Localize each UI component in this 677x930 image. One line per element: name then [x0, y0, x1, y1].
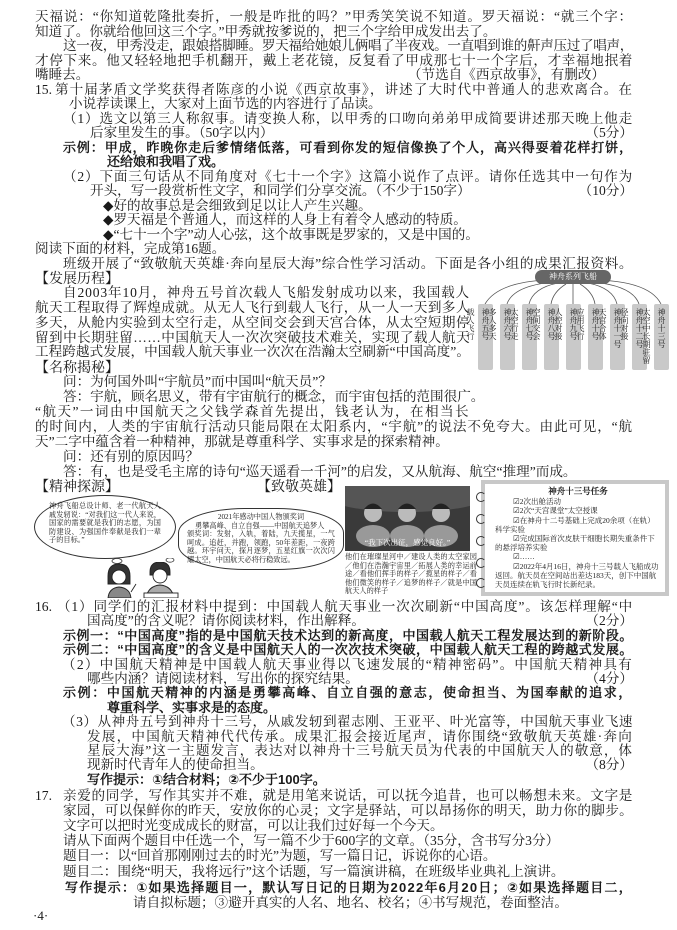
activity-intro: 班级开展了“致敬航天英雄·奔向星辰大海”综合性学习活动。下面是各小组的成果汇报资料。 — [63, 255, 633, 271]
q17-tips-text: 写作提示：①如果选择题目一，默认写日记的日期为2022年6月20日；②如果选择题目二， — [65, 880, 633, 895]
q15-bullet: ◆“七十一个字”动人心弦，这个故事既是罗家的，又是中国的。 — [103, 226, 479, 242]
q16-p3: （3）从神舟五号到神舟十三号，从戚发轫到翟志刚、王亚平、叶光富等，中国航天事业飞速 — [62, 714, 633, 730]
photo-quote: “我下次出征，感觉良好。” — [364, 538, 451, 547]
history-line: 多天，从舱内实验到太空行走，从空间交会到天宫合体，从太空短期停 — [35, 314, 470, 330]
speech-bubble-left — [34, 495, 176, 559]
heading-heroes: 【致敬英雄】 — [257, 478, 341, 495]
history-line: 工程跨越式发展，中国载人航天事业一次次在浩瀚太空刷新“中国高度”。 — [35, 344, 470, 360]
q17-intro-line: 家园，可以保鲜你的昨天，安放你的心灵；文字是驿站，可以昂扬你的明天，助力你的脚步。 — [63, 803, 633, 818]
q15-stem — [35, 83, 633, 98]
diagram-title: 神舟系列飞船 — [535, 270, 611, 284]
story-line: 天福说：“你知道乾隆批奏折，一般是咋批的吗？”甲秀笑笑说不知道。罗天福说：“就三个字： — [35, 9, 633, 24]
source-note: （节选自《西京故事》，有删改） — [407, 67, 605, 82]
name-line: 答：有，也是受毛主席的诗句“巡天遥看一千河”的启发，又从航海、航空“推理”而成。 — [63, 463, 577, 479]
q15-bullet: ◆罗天福是个普通人，而这样的人身上有着令人感动的特质。 — [103, 212, 467, 227]
heading-name: 【名称揭秘】 — [35, 359, 119, 376]
q16-p3-score: （8分） — [585, 757, 633, 773]
q16-number: 16. — [35, 599, 52, 614]
q15-p1-line — [35, 126, 633, 141]
item-desc: 空间交会 — [532, 308, 541, 340]
bubble-left-text: 神舟飞船总设计师、老一代航天人戚发轫说：“对我们这一代人来说，国家的需要就是我们的志愿，为国防建设、为强国作奉献是我们一辈子的目标。” — [49, 502, 161, 545]
binder-ring-icon — [476, 578, 486, 588]
item-name: 神舟九号 — [569, 308, 578, 340]
diagram-item — [642, 304, 669, 370]
q17 — [35, 788, 633, 910]
mission-item-text: 2次出舱活动 — [519, 497, 561, 507]
q16-p3-line: 发展，中国航天精神代代传承。成果汇报会接近尾声，请你围绕“致敬航天英雄·奔向 — [87, 728, 633, 744]
binder-ring-icon — [476, 558, 486, 568]
item-desc: 太空行走 — [510, 308, 519, 340]
q17-tips — [35, 880, 633, 895]
binder-ring-icon — [476, 536, 486, 546]
story-line: 才停下来。他又轻轻地把手机翻开，戴上老花镜，反复看了甲成那七十一个字后，才幸福地抿着 — [35, 52, 633, 68]
item-name: 神舟八号 — [547, 308, 556, 340]
heading-spirit: 【精神探源】 — [35, 478, 119, 495]
item-name: 神舟五号 — [481, 308, 490, 340]
history-line: 自2003年10月，神舟五号首次载人飞船发射成功以来，我国载人 — [63, 284, 470, 300]
students-illustration — [100, 562, 180, 598]
item-desc: 径向对接 — [620, 308, 629, 340]
checkbox-icon: ☑ — [513, 552, 520, 562]
history-line: 航天工程取得了辉煌成就。从无人飞行到载人飞行，从一人一天到多人 — [35, 299, 470, 315]
mission-item — [495, 506, 661, 515]
name-line: 的时间内，人类的宇宙航行活动只能局限在太阳系内，“宇航”的说法不免夸大。由此可见，“航 — [35, 418, 633, 434]
mission-item-text: 完成国际首次皮肤干细胞长期失重条件下的悬浮培养实验 — [495, 534, 655, 553]
item-desc: 天宫合体 — [598, 308, 607, 340]
binder-ring-icon — [476, 492, 486, 502]
mission-item-text: 2022年4月16日，神舟十三号载人飞船成功返回。航天员在空间站出差达183天，创下中国航天员连续在轨飞行时长新纪录。 — [495, 561, 659, 590]
name-line: 问：为何国外叫“宇航员”而中国叫“航天员”？ — [63, 374, 332, 390]
name-line: 天”二字中蕴含着一种精神，那就是尊重科学、实事求是的探索精神。 — [35, 433, 449, 449]
mission-item — [495, 562, 661, 590]
heading-history: 【发展历程】 — [35, 270, 119, 286]
q16-p3-tip: 写作提示：①结合材料；②不少于100字。 — [87, 771, 326, 787]
item-desc: 人控对接 — [554, 308, 563, 340]
q15-p2: （2）下面三句话从不同角度对《七十一个字》这篇小说作了点评。请你任选其中一句作为 — [63, 168, 633, 184]
mission-item — [495, 516, 661, 534]
q16-p1-answer: 示例一：“中国高度”指的是中国航天技术达到的新高度，中国载人航天工程发展达到的新阶段。 — [63, 627, 633, 643]
item-desc: 太空中长期驻留 — [642, 308, 651, 364]
mission-item — [495, 534, 661, 552]
item-desc: 应用飞行 — [576, 308, 585, 340]
reading-intro: 阅读下面的材料，完成第16题。 — [35, 241, 226, 256]
q16-p2-line — [35, 672, 633, 686]
shenzhou-series-diagram — [466, 268, 672, 390]
history-line: 留到中长期驻留……中国航天人一次次突破技术难关，实现了载人航天 — [35, 329, 470, 345]
q16-p2: （2）中国航天精神是中国载人航天事业得以飞速发展的“精神密码”。中国航天精神具有 — [62, 656, 633, 672]
item-name: 神舟十三号 — [657, 308, 666, 348]
item-desc: 载人飞行 — [466, 308, 475, 340]
q16-p1-text: 国高度”的含义呢？请你阅读材料，作出解释。 — [87, 613, 365, 629]
q16 — [35, 600, 633, 787]
page-number: ·4· — [33, 908, 49, 923]
checkbox-icon: ☑ — [513, 506, 520, 516]
item-name: 神舟十二号 — [635, 308, 644, 348]
mission-item-text: 在神舟十二号基础上完成20余项（在轨）科学实验 — [495, 515, 655, 534]
award-subtitle: 勇攀高峰、自立自强——中国航天追梦人 — [195, 521, 325, 530]
q15-p2-score: （10分） — [578, 183, 633, 198]
q17-tips-line: 请自拟标题；③避开真实的人名、地名、校名；④书写规范，卷面整洁。 — [133, 895, 568, 910]
mission-item — [495, 552, 661, 561]
q16-p3-line: 星辰大海”这一主题发言，表达对以神舟十三号航天员为代表的中国航天人的敬意，体 — [87, 742, 633, 758]
q15-p2-line — [35, 184, 633, 199]
award-speech-cloud — [178, 508, 344, 570]
checkbox-icon: ☑ — [513, 561, 520, 571]
q15-p2-text: 开头，写一段赏析性文字，和同学们分享交流。（不少于150字） — [90, 183, 471, 198]
story-line-text: 嘴睡去。 — [35, 67, 90, 82]
shenzhou13-mission-box — [481, 480, 669, 596]
q16-p2-answer-line: 尊重科学、实事求是的态度。 — [107, 699, 277, 715]
q17-intro — [35, 788, 633, 803]
story-and-q15 — [35, 10, 633, 271]
mission-item-text: 2次“天宫课堂”太空授课 — [519, 506, 598, 516]
binder-ring-icon — [476, 514, 486, 524]
q16-p2-answer: 示例：中国航天精神的内涵是勇攀高峰、自立自强的意志，使命担当、为国奉献的追求， — [63, 685, 633, 701]
q15-stem-line: 小说荐读课上，大家对上面节选的内容进行了品读。 — [69, 96, 382, 111]
q15-p1: （1）选文以第三人称叙事。请变换人称，以甲秀的口吻向弟弟甲成简要讲述那天晚上他走 — [63, 110, 633, 126]
q17-topic-1: 题目一：以“回首那刚刚过去的时光”为题，写一篇日记，诉说你的心语。 — [63, 848, 497, 863]
q15-p1-text: 后家里发生的事。（50字以内） — [90, 125, 274, 140]
story-line: 这一夜，甲秀没走，跟娘搭脚睡。罗天福给她娘儿俩唱了半夜戏。一直唱到谁的鼾声压过了唱声， — [63, 38, 633, 53]
q17-topic-2: 题目二：围绕“明天，我将远行”这个话题，写一篇演讲稿，在班级毕业典礼上演讲。 — [63, 864, 565, 879]
q17-intro-text: 亲爱的同学，写作其实并不难，就是用笔来说话，可以抚今追昔，也可以畅想未来。文字是 — [63, 788, 633, 803]
q15-bullet: ◆好的故事总是会细致到足以让人产生兴趣。 — [103, 197, 372, 213]
story-line — [35, 68, 633, 83]
q17-instruction: 请从下面两个题目中任选一个，写一篇不少于600字的文章。（35分，含书写分3分） — [63, 833, 560, 848]
story-line: 知道了。你就给他回这三个字。”甲秀就按爹说的，把三个字给甲成发出去了。 — [35, 23, 497, 39]
q17-intro-line: 文字可以把时光变成成长的财富，可以让我们过好每一个今天。 — [63, 818, 444, 833]
item-name: 神舟十一号 — [613, 308, 622, 348]
checkbox-icon: ☑ — [513, 515, 520, 525]
item-name: 神舟六号 — [503, 308, 512, 340]
q17-number: 17. — [35, 788, 52, 803]
q16-p1-score: （2分） — [585, 613, 633, 629]
q16-p1-text: （1）同学们的汇报材料中提到：中国载人航天事业一次次刷新“中国高度”。该怎样理解“中 — [57, 599, 633, 614]
checkbox-icon: ☑ — [513, 497, 520, 507]
name-line: 答：宇航，顾名思义，带有宇宙航行的概念，而宇宙包括的范围很广。 — [63, 389, 485, 405]
award-body: 颁奖词：发射，入轨，着陆，九天揽星，一气呵成。追赶，并跑，领跑，50年差距，一夜跨越。环宇问天，探月逐梦，五星红旗一次次闪耀太空，中国航天必将行稳致远。 — [187, 530, 335, 564]
mission-item-text: …… — [519, 552, 535, 562]
q15-p1-score: （5分） — [585, 125, 633, 140]
q16-p3-line — [35, 758, 633, 772]
name-line: “航天”一词由中国航天之父钱学森首先提出，钱老认为，在相当长 — [35, 404, 470, 420]
q16-p1-answer: 示例二：“中国高度”的含义是中国航天人的一次次技术突破，中国载人航天工程的跨越式发展。 — [63, 642, 633, 658]
checkbox-icon: ☑ — [513, 534, 520, 544]
item-desc: 多人多天 — [488, 308, 497, 340]
name-line: 问：还有别的原因吗？ — [63, 448, 199, 464]
hero-poem: 他们在璀璨星河中／建设人类的太空家园／他们在浩瀚宇宙里／拓展人类的幸运前途／看他们挥手的样子／揽星的样子／看他们微笑的样子／追梦的样子／就是中国航天人的样子 — [345, 553, 477, 596]
q15-p1-answer-line: 还给娘和我唱了戏。 — [107, 154, 225, 169]
q15-number: 15. — [35, 81, 52, 97]
astronauts-photo — [345, 486, 470, 551]
award-title: 2021年感动中国人物颁奖词 — [217, 513, 305, 521]
q15-p1-answer: 示例：甲成，昨晚你走后爹情绪低落，可看到你发的短信像换了个人，高兴得耍着花样打饼， — [63, 139, 633, 155]
item-name: 神舟七号 — [525, 308, 534, 340]
q16-p2-text: 哪些内涵？请阅读材料，写出你的探究结果。 — [87, 670, 359, 686]
q16-p1-line — [35, 614, 633, 628]
q15-stem-line: 第十届茅盾文学奖获得者陈彦的小说《西京故事》，讲述了大时代中普通人的悲欢离合。在 — [55, 81, 633, 97]
q16-p3-text: 现新时代青年人的使命担当。 — [87, 757, 264, 773]
mission-title: 神舟十三号任务 — [548, 486, 608, 496]
q16-p2-score: （4分） — [585, 670, 633, 686]
item-name: 神舟十号 — [591, 308, 600, 340]
